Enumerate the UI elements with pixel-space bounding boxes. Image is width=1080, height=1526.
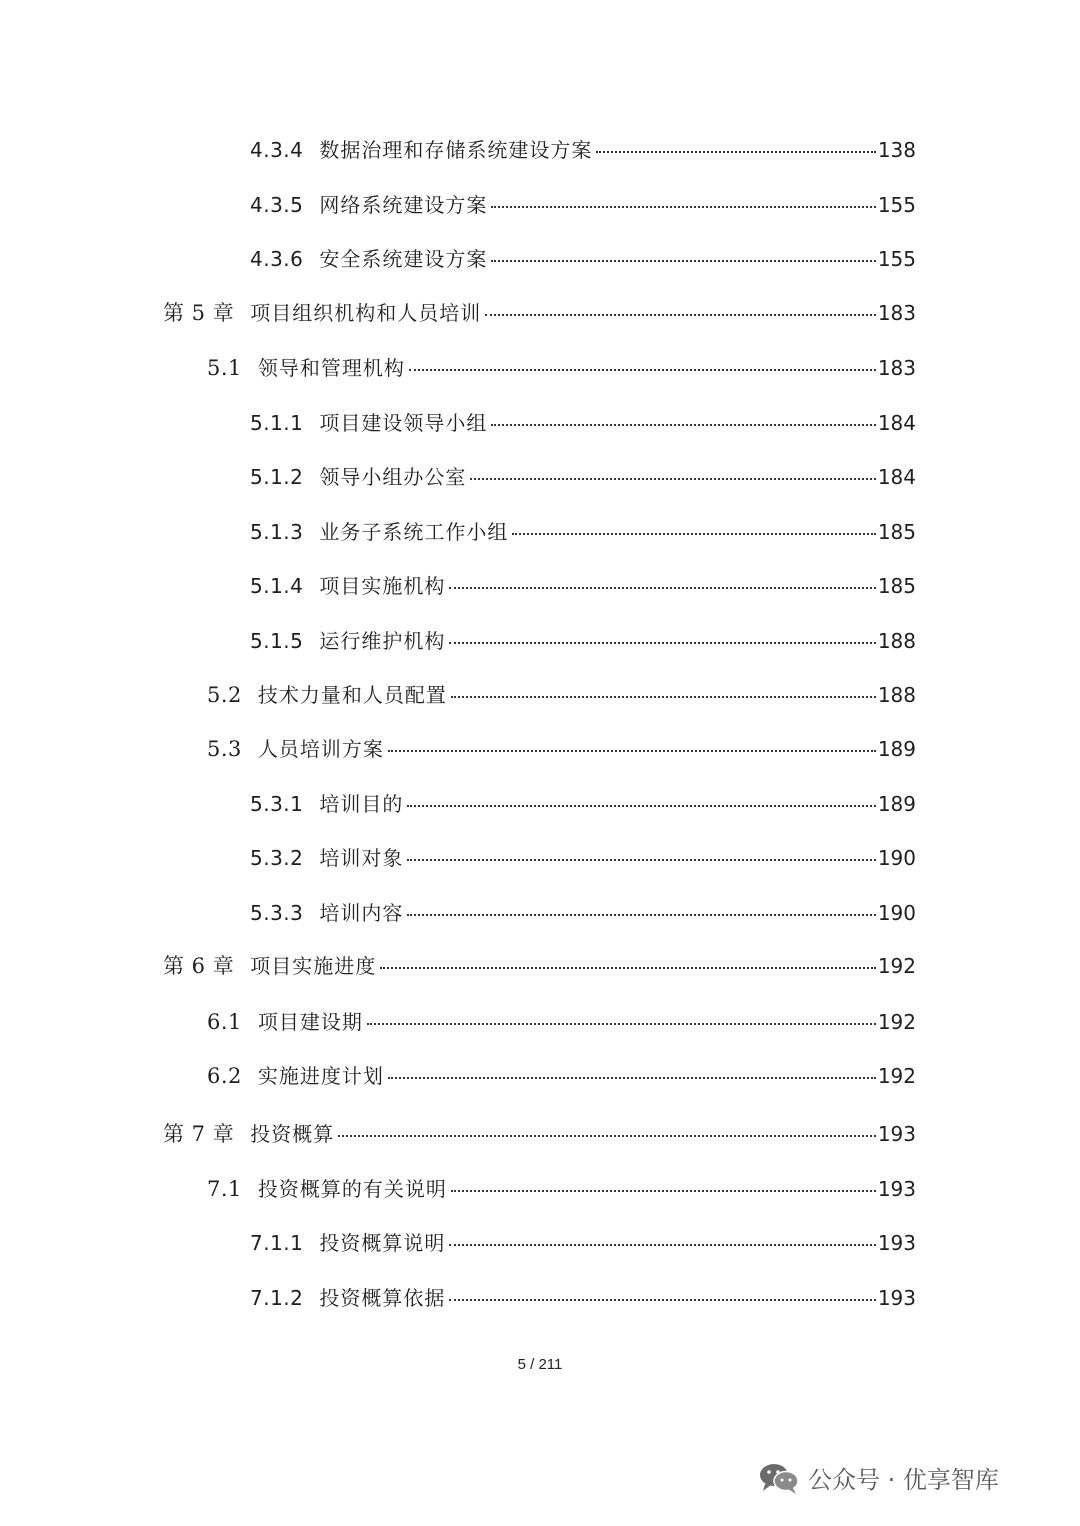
toc-entry[interactable] xyxy=(0,237,1080,277)
toc-entry-page: 189 xyxy=(877,791,916,816)
toc-chapter-number: 第 5 章 xyxy=(163,301,235,325)
dot-leader xyxy=(388,1075,876,1079)
wechat-icon xyxy=(758,1461,800,1495)
toc-section[interactable] xyxy=(0,1054,1080,1094)
toc-chapter-title: 项目实施进度 xyxy=(250,954,377,978)
dot-leader xyxy=(388,748,876,752)
toc-entry-number: 4.3.4 xyxy=(250,137,304,162)
toc-entry-number: 5.1.1 xyxy=(250,410,304,435)
toc-chapter-title: 项目组织机构和人员培训 xyxy=(250,301,482,325)
toc-entry-number: 5.3.2 xyxy=(250,845,304,870)
toc-chapter-number: 第 6 章 xyxy=(163,954,235,978)
toc-section-number: 6.2 xyxy=(207,1063,242,1088)
toc-entry-number: 7.1.2 xyxy=(250,1285,304,1310)
dot-leader xyxy=(512,531,875,535)
toc-entry-title: 培训目的 xyxy=(319,791,404,816)
toc-section-title: 项目建设期 xyxy=(257,1009,363,1034)
toc-section[interactable] xyxy=(0,1167,1080,1207)
toc-entry[interactable] xyxy=(0,401,1080,441)
toc-chapter-page: 193 xyxy=(877,1122,916,1146)
watermark-text: 公众号 · 优享智库 xyxy=(808,1466,999,1494)
toc-entry[interactable] xyxy=(0,836,1080,876)
toc-section[interactable] xyxy=(0,673,1080,713)
toc-entry[interactable] xyxy=(0,1276,1080,1316)
toc-entry-page: 184 xyxy=(877,410,916,435)
toc-entry[interactable] xyxy=(0,1221,1080,1261)
toc-section-page: 192 xyxy=(877,1009,916,1034)
dot-leader xyxy=(449,585,875,589)
dot-leader xyxy=(338,1133,876,1137)
toc-entry-number: 4.3.6 xyxy=(250,246,304,271)
toc-section-number: 5.1 xyxy=(207,355,242,380)
toc-section[interactable] xyxy=(0,346,1080,386)
toc-section-page: 188 xyxy=(877,682,916,707)
dot-leader xyxy=(409,367,876,371)
dot-leader xyxy=(407,803,875,807)
toc-entry[interactable] xyxy=(0,891,1080,931)
toc-entry[interactable] xyxy=(0,455,1080,495)
toc-chapter[interactable] xyxy=(0,292,1080,332)
toc-entry[interactable] xyxy=(0,510,1080,550)
dot-leader xyxy=(485,312,876,316)
toc-entry-number: 5.1.2 xyxy=(250,464,304,489)
toc-entry-page: 155 xyxy=(877,246,916,271)
toc-entry-page: 185 xyxy=(877,573,916,598)
page-indicator: 5 / 211 xyxy=(517,1356,563,1373)
dot-leader xyxy=(451,1188,876,1192)
toc-entry-page: 193 xyxy=(877,1285,916,1310)
toc-entry[interactable] xyxy=(0,782,1080,822)
dot-leader xyxy=(491,204,875,208)
dot-leader xyxy=(449,640,875,644)
toc-section-title: 人员培训方案 xyxy=(257,736,384,761)
toc-entry-page: 193 xyxy=(877,1230,916,1255)
toc-entry-page: 155 xyxy=(877,192,916,217)
toc-section-page: 193 xyxy=(877,1176,916,1201)
toc-section[interactable] xyxy=(0,1000,1080,1040)
toc-section-title: 投资概算的有关说明 xyxy=(257,1176,447,1201)
dot-leader xyxy=(407,912,875,916)
dot-leader xyxy=(367,1021,876,1025)
dot-leader xyxy=(449,1242,875,1246)
toc-chapter-title: 投资概算 xyxy=(250,1122,335,1146)
toc-section-title: 领导和管理机构 xyxy=(257,355,405,380)
toc-entry-page: 188 xyxy=(877,628,916,653)
toc-section-title: 技术力量和人员配置 xyxy=(257,682,447,707)
toc-entry-title: 安全系统建设方案 xyxy=(319,246,488,271)
toc-entry-title: 培训对象 xyxy=(319,845,404,870)
toc-section-number: 7.1 xyxy=(207,1176,242,1201)
dot-leader xyxy=(596,149,875,153)
toc-entry-number: 7.1.1 xyxy=(250,1230,304,1255)
toc-entry-number: 5.3.3 xyxy=(250,900,304,925)
toc-entry-number: 5.3.1 xyxy=(250,791,304,816)
toc-section-page: 189 xyxy=(877,736,916,761)
toc-entry[interactable] xyxy=(0,128,1080,168)
toc-section-number: 5.2 xyxy=(207,682,242,707)
toc-entry-number: 5.1.3 xyxy=(250,519,304,544)
toc-section-page: 183 xyxy=(877,355,916,380)
toc-chapter[interactable] xyxy=(0,1113,1080,1153)
toc-entry-page: 185 xyxy=(877,519,916,544)
toc-section-page: 192 xyxy=(877,1063,916,1088)
toc-entry-title: 项目实施机构 xyxy=(319,573,446,598)
dot-leader xyxy=(491,422,875,426)
toc-entry-number: 4.3.5 xyxy=(250,192,304,217)
toc-chapter-page: 192 xyxy=(877,954,916,978)
toc-entry[interactable] xyxy=(0,183,1080,223)
toc-entry-title: 投资概算依据 xyxy=(319,1285,446,1310)
watermark xyxy=(758,1460,999,1495)
toc-entry-title: 培训内容 xyxy=(319,900,404,925)
dot-leader xyxy=(380,965,876,969)
toc-entry-title: 项目建设领导小组 xyxy=(319,410,488,435)
toc-entry[interactable] xyxy=(0,564,1080,604)
toc-chapter-page: 183 xyxy=(877,301,916,325)
toc-entry-title: 数据治理和存储系统建设方案 xyxy=(319,137,593,162)
toc-entry-page: 138 xyxy=(877,137,916,162)
toc-chapter-number: 第 7 章 xyxy=(163,1122,235,1146)
toc-entry-number: 5.1.4 xyxy=(250,573,304,598)
dot-leader xyxy=(407,857,875,861)
toc-entry-title: 业务子系统工作小组 xyxy=(319,519,509,544)
toc-entry-number: 5.1.5 xyxy=(250,628,304,653)
toc-chapter[interactable] xyxy=(0,945,1080,985)
dot-leader xyxy=(470,476,875,480)
toc-entry-title: 运行维护机构 xyxy=(319,628,446,653)
toc-entry-title: 网络系统建设方案 xyxy=(319,192,488,217)
toc-section[interactable] xyxy=(0,727,1080,767)
toc-section-number: 6.1 xyxy=(207,1009,242,1034)
dot-leader xyxy=(451,694,876,698)
toc-entry-title: 领导小组办公室 xyxy=(319,464,467,489)
dot-leader xyxy=(491,258,875,262)
toc-section-title: 实施进度计划 xyxy=(257,1063,384,1088)
dot-leader xyxy=(449,1297,875,1301)
toc-entry-title: 投资概算说明 xyxy=(319,1230,446,1255)
toc-entry-page: 190 xyxy=(877,900,916,925)
toc-entry[interactable] xyxy=(0,619,1080,659)
toc-entry-page: 184 xyxy=(877,464,916,489)
toc-entry-page: 190 xyxy=(877,845,916,870)
toc-section-number: 5.3 xyxy=(207,736,242,761)
